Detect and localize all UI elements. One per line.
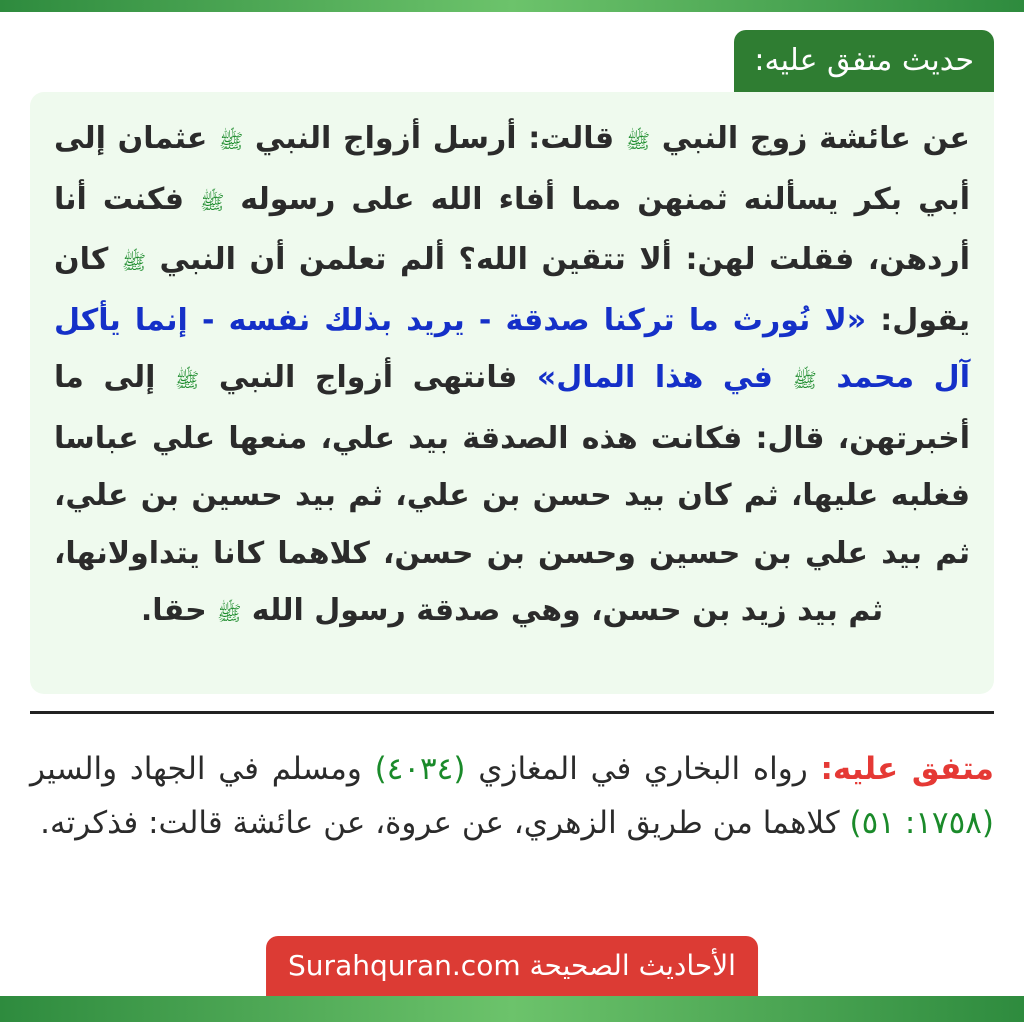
salawat-symbol: ﷺ bbox=[175, 368, 200, 392]
hadith-type-badge bbox=[734, 30, 994, 92]
salawat-symbol: ﷺ bbox=[219, 129, 244, 153]
hadith-text-segment: عن عائشة زوج النبي bbox=[650, 121, 971, 156]
reference-number: (٤٠٣٤) bbox=[374, 751, 466, 787]
takhrij-paragraph bbox=[30, 742, 994, 850]
hadith-text-box bbox=[30, 92, 994, 694]
hadith-type-label: حديث متفق عليه: bbox=[754, 43, 974, 78]
takhrij-text-segment: كلاهما من طريق الزهري، عن عروة، عن عائشة قالت: فذكرته. bbox=[40, 805, 850, 841]
hadith-text-segment: عثمان إلى أبي بكر يسألنه ثمنهن مما أفاء الله على رسوله bbox=[54, 121, 970, 217]
hadith-text-segment: قالت: أرسل أزواج النبي bbox=[243, 121, 626, 156]
salawat-symbol: ﷺ bbox=[792, 368, 817, 392]
salawat-symbol: ﷺ bbox=[200, 189, 225, 214]
hadith-text-segment: كان يقول: bbox=[54, 242, 970, 338]
salawat-symbol: ﷺ bbox=[625, 129, 651, 153]
section-divider bbox=[30, 711, 994, 714]
hadith-text-segment: حقا. bbox=[140, 593, 218, 628]
takhrij-text-segment: رواه البخاري في المغازي bbox=[465, 751, 821, 787]
quote-text-segment: في هذا المال» bbox=[536, 360, 793, 395]
footer-site-badge[interactable] bbox=[266, 936, 758, 996]
bottom-decorative-bar bbox=[0, 996, 1024, 1022]
top-decorative-bar bbox=[0, 0, 1024, 12]
hadith-text-segment: فكنت أنا أردهن، فقلت لهن: ألا تتقين الله؟ ألم تعلمن أن النبي bbox=[54, 181, 970, 277]
salawat-symbol: ﷺ bbox=[217, 601, 242, 625]
takhrij-text-segment: ومسلم في الجهاد والسير bbox=[30, 751, 375, 787]
hadith-text-segment: فانتهى أزواج النبي bbox=[199, 360, 537, 395]
takhrij-label: متفق عليه: bbox=[820, 751, 994, 787]
hadith-text-segment: إلى ما أخبرتهن، قال: فكانت هذه الصدقة بيد علي، منعها علي عباسا فغلبه عليها، ثم كان بيد حسن بن علي، ثم بيد حسين بن علي، ثم بيد علي بن حسين وحسن بن حسن، كلاهما كانا يتداولانها، ثم بيد زيد بن حسن، وهي صدقة رسول الله bbox=[54, 360, 970, 628]
reference-number: (١٧٥٨: ٥١) bbox=[849, 805, 994, 841]
footer-site-label: الأحاديث الصحيحة Surahquran.com bbox=[288, 949, 736, 982]
quote-text-segment: «لا نُورث ما تركنا صدقة - يريد بذلك نفسه - إنما يأكل آل محمد bbox=[54, 302, 970, 395]
salawat-symbol: ﷺ bbox=[121, 250, 147, 274]
